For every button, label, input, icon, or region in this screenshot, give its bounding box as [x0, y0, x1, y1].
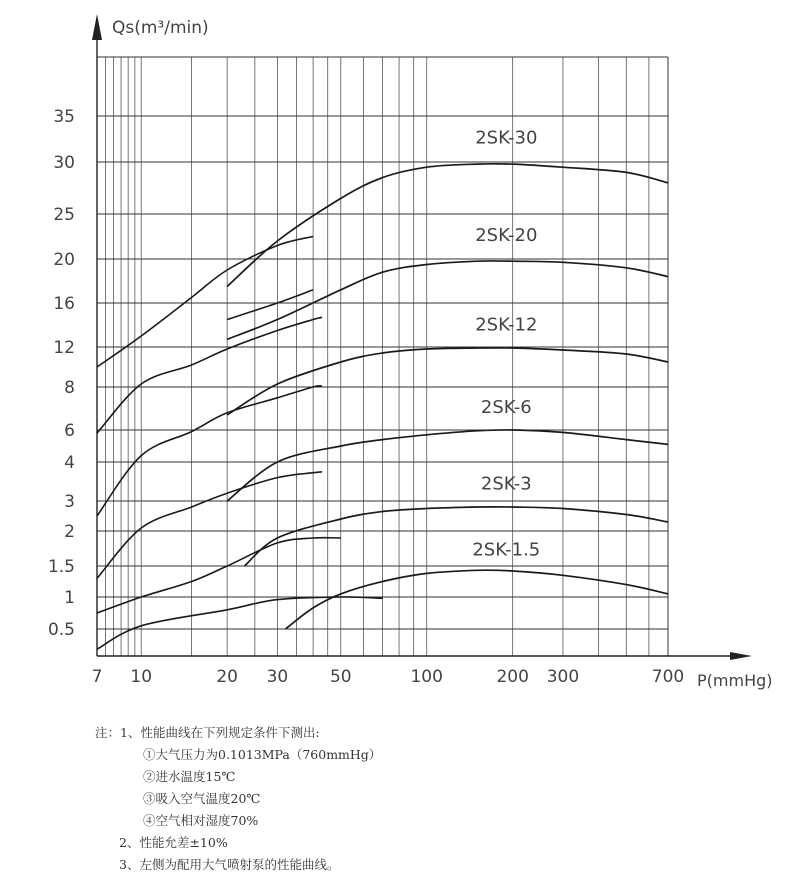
series-labels: [472, 128, 540, 561]
series-label: 2SK-30: [475, 127, 538, 149]
x-axis-arrow-icon: [730, 652, 752, 660]
ejector-series-line: [97, 386, 322, 516]
series-line: [245, 507, 669, 566]
x-tick-label: 20: [216, 667, 238, 687]
note-1-item: ④空气相对湿度70%: [143, 813, 259, 828]
ejector-series-line: [97, 472, 322, 579]
note-3: 3、左侧为配用大气喷射泵的性能曲线。: [119, 857, 340, 872]
y-tick-label: 25: [53, 205, 75, 225]
y-tick-label: 16: [53, 294, 75, 314]
x-tick-label: 7: [91, 667, 103, 687]
y-tick-label: 4: [64, 453, 75, 473]
y-tick-label: 0.5: [47, 620, 75, 640]
y-tick-label: 12: [53, 338, 75, 358]
x-tick-label: 200: [496, 667, 529, 687]
chart-axes: [92, 14, 752, 660]
y-tick-label: 8: [64, 378, 75, 398]
note-1-heading: 注：1、性能曲线在下列规定条件下测出:: [95, 725, 320, 740]
note-2: 2、性能允差±10%: [119, 835, 228, 850]
y-axis-arrow-icon: [92, 14, 102, 40]
series-line: [227, 348, 668, 415]
series-label: 2SK-12: [475, 314, 538, 336]
series-label: 2SK-20: [475, 225, 538, 246]
y-tick-label: 1: [64, 588, 75, 608]
x-axis-label: P(mmHg): [697, 671, 773, 690]
note-1-item: ②进水温度15℃: [143, 769, 236, 784]
y-tick-label: 30: [53, 153, 75, 173]
y-axis-label: Qs(m³/min): [112, 18, 209, 38]
series-line: [227, 164, 668, 287]
chart-grid: [97, 57, 668, 656]
series-line: [227, 430, 668, 501]
x-tick-labels: [92, 667, 685, 687]
x-tick-label: 50: [329, 667, 352, 687]
note-1-item: ①大气压力为0.1013MPa（760mmHg）: [143, 747, 382, 762]
note-1-item: ③吸入空气温度20℃: [143, 791, 261, 806]
x-tick-label: 30: [266, 667, 289, 687]
chart-notes: [95, 722, 775, 876]
y-tick-label: 2: [64, 522, 75, 542]
series-label: 2SK-1.5: [472, 539, 541, 561]
y-tick-label: 3: [64, 492, 75, 512]
ejector-series-line: [97, 597, 383, 649]
series-label: 2SK-6: [480, 396, 532, 418]
x-tick-label: 700: [651, 667, 685, 687]
y-tick-label: 6: [64, 421, 75, 441]
x-tick-label: 10: [130, 667, 153, 687]
x-tick-label: 100: [410, 667, 443, 687]
ejector-series-line: [227, 290, 313, 320]
y-tick-label: 20: [53, 250, 75, 270]
y-tick-label: 35: [53, 107, 75, 127]
y-tick-labels: [48, 107, 75, 640]
x-tick-label: 300: [546, 667, 580, 687]
series-line: [227, 261, 668, 339]
ejector-series-line: [97, 317, 322, 433]
series-label: 2SK-3: [480, 473, 532, 495]
ejector-series-line: [97, 538, 341, 613]
series-line: [285, 570, 668, 629]
y-tick-label: 1.5: [47, 557, 75, 577]
